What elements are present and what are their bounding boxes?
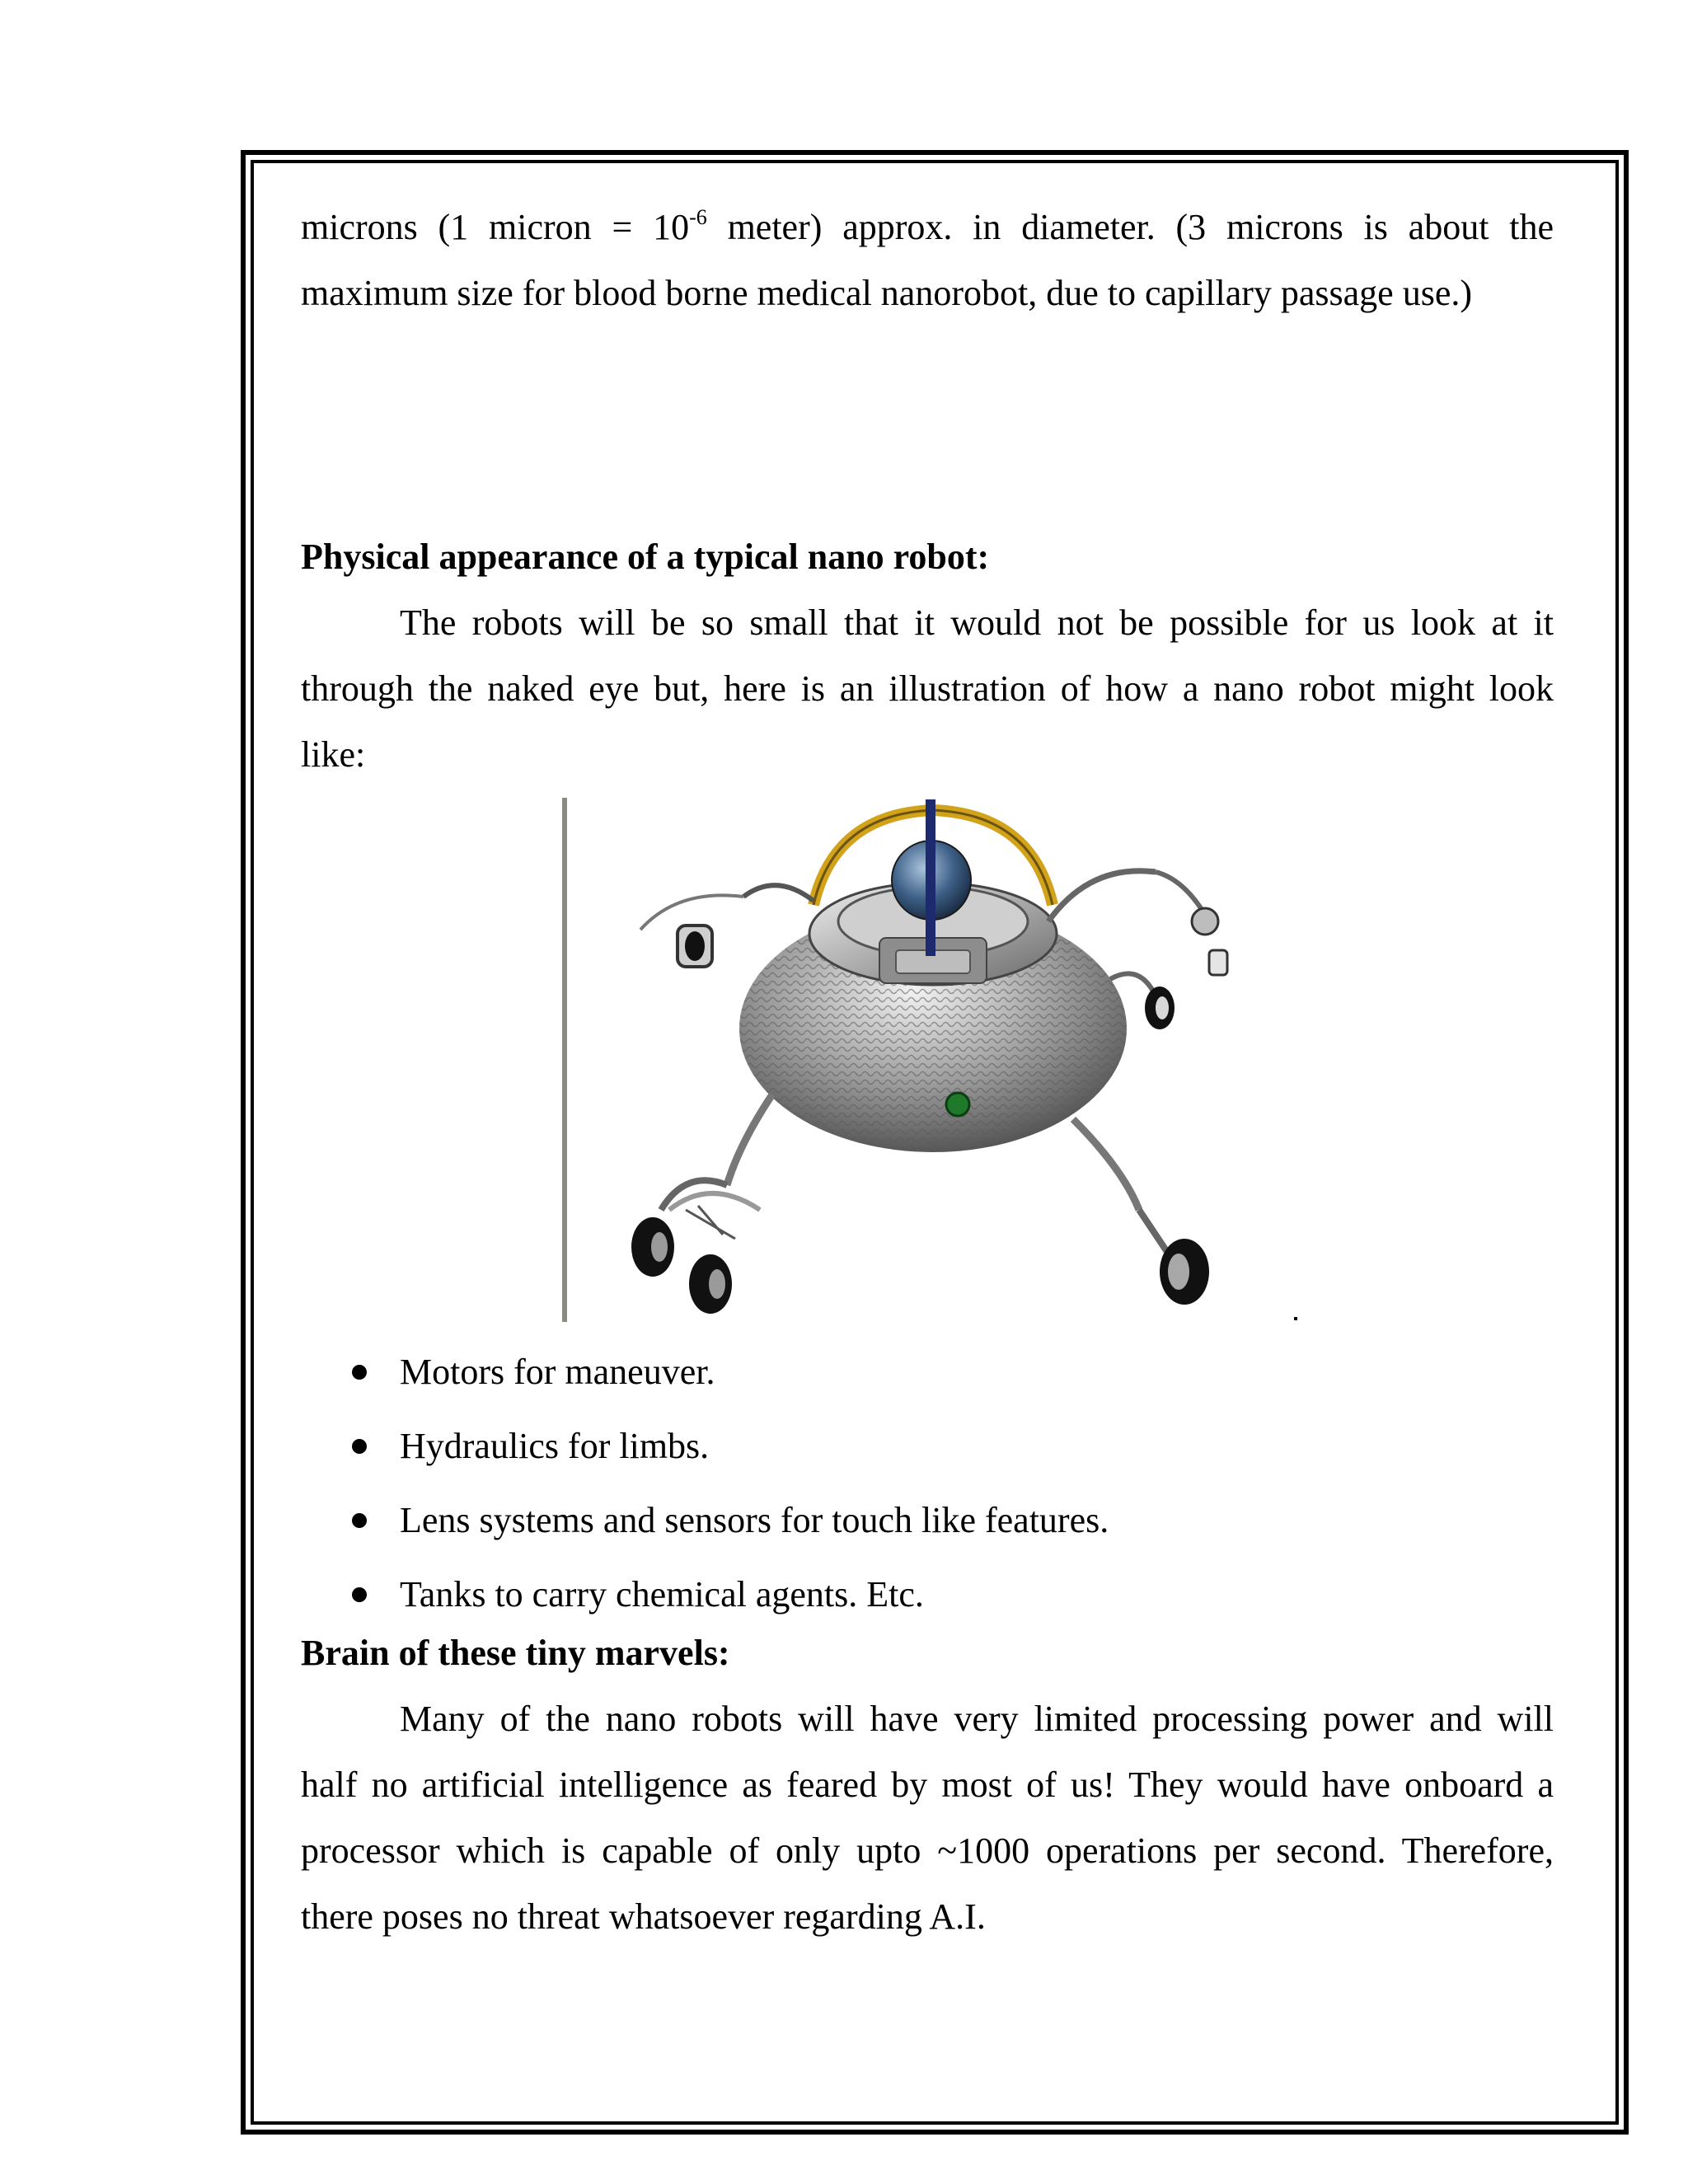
- brain-para-line-1: Many of the nano robots will have very limited processing power and will: [400, 1699, 1554, 1739]
- intro-line-1-text-a: microns (1 micron = 10: [301, 207, 690, 247]
- bullet-icon: [352, 1365, 367, 1380]
- list-item: [301, 1335, 1455, 1409]
- nano-robot-illustration: [562, 798, 1304, 1325]
- intro-line-2: maximum size for blood borne medical nanorobot, due to capillary passage use.): [301, 273, 1473, 313]
- intro-line-1: [301, 194, 1554, 260]
- appearance-para-line-1: The robots will be so small that it would not be possible for us look at it: [400, 602, 1554, 643]
- brain-para-line-3: processor which is capable of only upto ~1000 operations per second. Therefore,: [301, 1830, 1554, 1871]
- intro-line-1-text-b: meter) approx. in diameter. (3 microns is about the: [706, 207, 1554, 247]
- feature-text: Tanks to carry chemical agents. Etc.: [400, 1574, 924, 1615]
- brain-para-line-4: there poses no threat whatsoever regarding A.I.: [301, 1896, 986, 1937]
- appearance-para-line-3: like:: [301, 734, 366, 775]
- list-item: [301, 1409, 1455, 1483]
- feature-list: [301, 1335, 1455, 1632]
- feature-text: Lens systems and sensors for touch like features.: [400, 1500, 1109, 1540]
- intro-exponent: -6: [689, 205, 707, 229]
- bullet-icon: [352, 1513, 367, 1528]
- section-heading-brain: Brain of these tiny marvels:: [301, 1633, 730, 1673]
- list-item: [301, 1558, 1455, 1632]
- brain-para-line-2: half no artificial intelligence as feared by most of us! They would have onboard a: [301, 1765, 1554, 1805]
- appearance-para-line-2: through the naked eye but, here is an illustration of how a nano robot might look: [301, 668, 1554, 709]
- feature-text: Hydraulics for limbs.: [400, 1426, 710, 1466]
- bullet-icon: [352, 1587, 367, 1602]
- nano-robot-image: [562, 798, 1304, 1325]
- list-item: [301, 1483, 1455, 1558]
- bullet-icon: [352, 1439, 367, 1454]
- feature-text: Motors for maneuver.: [400, 1352, 715, 1392]
- image-edge-line: [562, 798, 567, 1322]
- section-heading-appearance: Physical appearance of a typical nano robot:: [301, 537, 990, 577]
